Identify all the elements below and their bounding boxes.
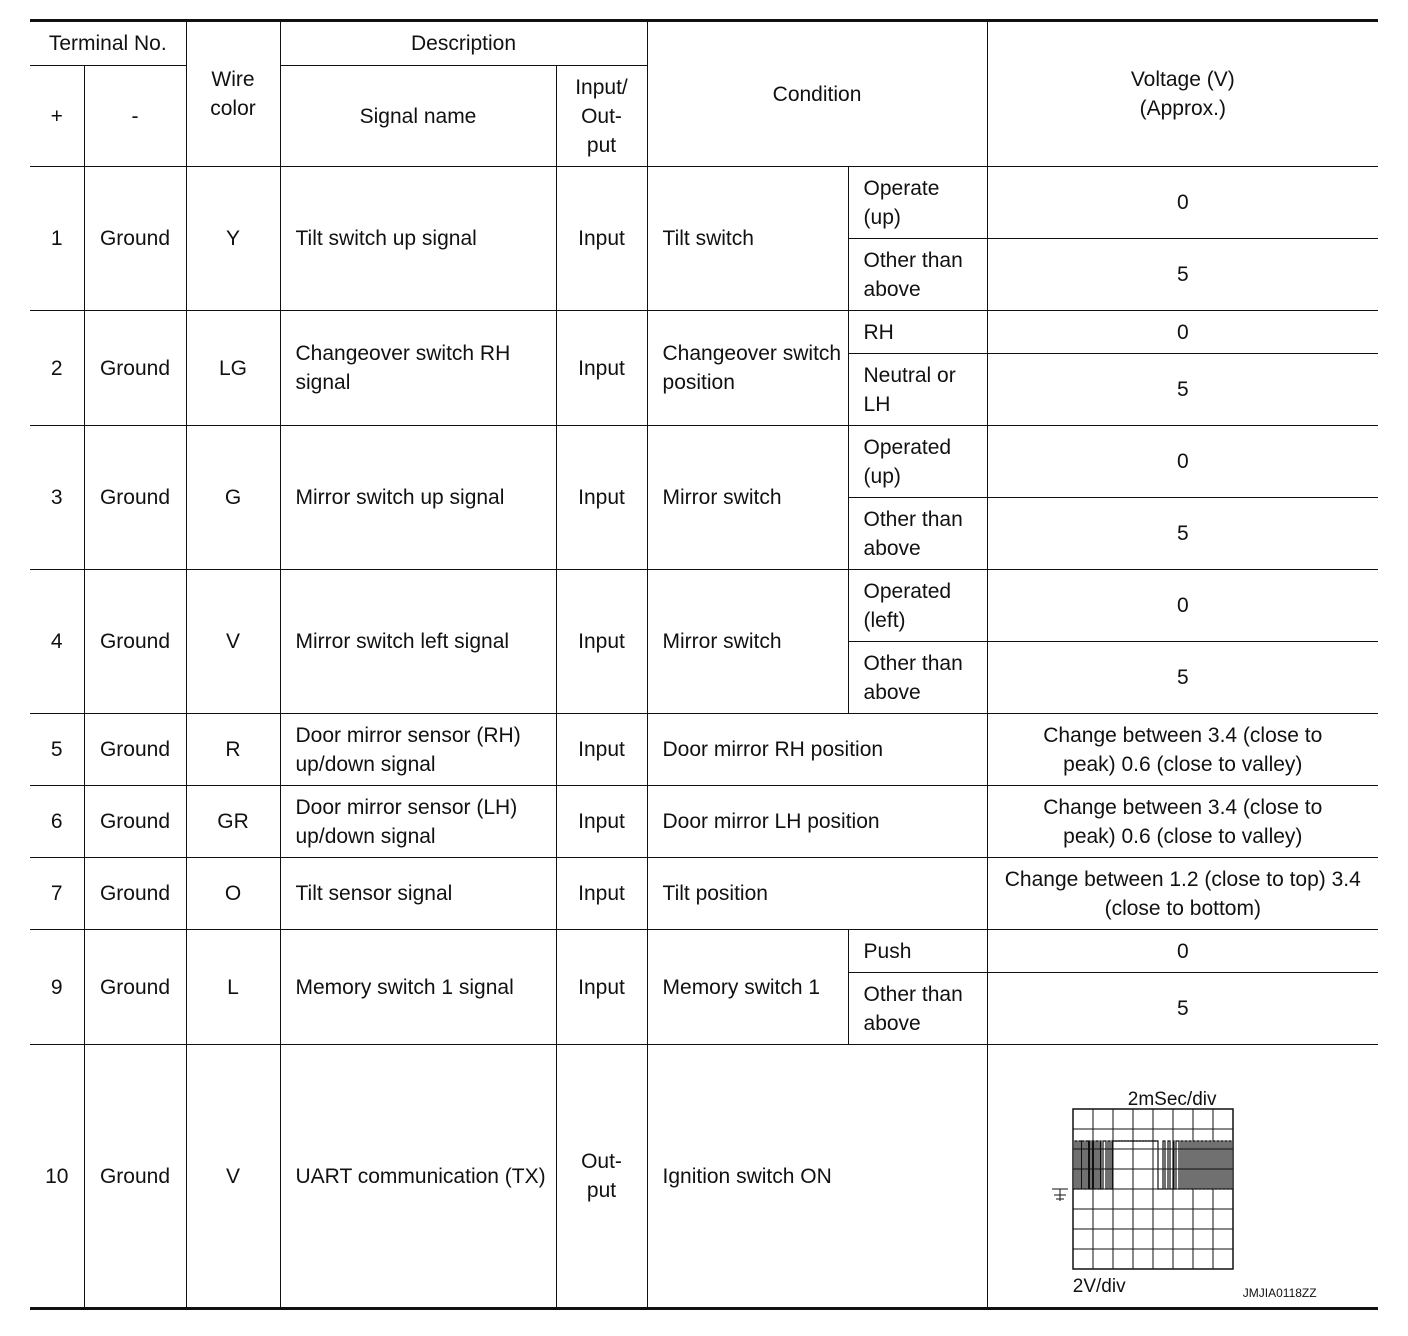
terminal-minus: Ground bbox=[84, 570, 186, 714]
header-description: Description bbox=[280, 22, 647, 66]
terminal-plus: 10 bbox=[30, 1045, 84, 1308]
terminal-minus: Ground bbox=[84, 930, 186, 1045]
table-row bbox=[30, 786, 1378, 858]
voltage-value: 5 bbox=[987, 354, 1378, 426]
terminal-plus: 4 bbox=[30, 570, 84, 714]
condition-state: Operated (up) bbox=[848, 426, 987, 498]
terminal-minus: Ground bbox=[84, 786, 186, 858]
signal-name: Door mirror sensor (LH) up/down signal bbox=[280, 786, 556, 858]
header-input-output-text: Input/ Out- put bbox=[575, 75, 628, 157]
waveform-cell bbox=[987, 1045, 1378, 1308]
condition: Tilt position bbox=[647, 858, 987, 930]
voltage-text: Change between 3.4 (close to peak) 0.6 (close to valley) bbox=[1043, 723, 1323, 776]
voltage-text: Change between 1.2 (close to top) 3.4 (close to bottom) bbox=[1004, 867, 1361, 920]
condition-state: Other than above bbox=[848, 973, 987, 1045]
header-voltage bbox=[987, 22, 1378, 167]
input-output: Input bbox=[556, 426, 647, 570]
terminal-plus: 3 bbox=[30, 426, 84, 570]
wire-color: V bbox=[186, 570, 280, 714]
ground-symbol-icon bbox=[1052, 1189, 1068, 1201]
input-output: Input bbox=[556, 714, 647, 786]
condition-state: Operate (up) bbox=[848, 167, 987, 239]
oscilloscope-waveform bbox=[988, 1045, 1378, 1307]
voltage-value: 0 bbox=[987, 311, 1378, 354]
header-wire-color-text: Wire color bbox=[210, 68, 256, 120]
terminal-minus: Ground bbox=[84, 714, 186, 786]
wire-color: R bbox=[186, 714, 280, 786]
signal-name: Tilt sensor signal bbox=[280, 858, 556, 930]
table-row bbox=[30, 1045, 1378, 1308]
voltage-value bbox=[987, 714, 1378, 786]
terminal-minus: Ground bbox=[84, 426, 186, 570]
voltage-division-label: 2V/div bbox=[1072, 1276, 1126, 1297]
terminal-minus: Ground bbox=[84, 858, 186, 930]
signal-name: Door mirror sensor (RH) up/down signal bbox=[280, 714, 556, 786]
terminal-plus: 9 bbox=[30, 930, 84, 1045]
wire-color: LG bbox=[186, 311, 280, 426]
condition-state: Other than above bbox=[848, 642, 987, 714]
voltage-value bbox=[987, 786, 1378, 858]
voltage-value: 0 bbox=[987, 930, 1378, 973]
terminal-spec-table bbox=[30, 21, 1378, 1308]
voltage-value: 0 bbox=[987, 570, 1378, 642]
table-row bbox=[30, 570, 1378, 642]
voltage-value: 5 bbox=[987, 973, 1378, 1045]
condition-state: RH bbox=[848, 311, 987, 354]
condition-state: Operated (left) bbox=[848, 570, 987, 642]
input-output: Input bbox=[556, 167, 647, 311]
voltage-value: 0 bbox=[987, 426, 1378, 498]
voltage-value: 5 bbox=[987, 498, 1378, 570]
table-row bbox=[30, 858, 1378, 930]
terminal-plus: 6 bbox=[30, 786, 84, 858]
header-input-output bbox=[556, 66, 647, 167]
wire-color: V bbox=[186, 1045, 280, 1308]
signal-name: Changeover switch RH signal bbox=[280, 311, 556, 426]
signal-name: Mirror switch up signal bbox=[280, 426, 556, 570]
header-row-1 bbox=[30, 22, 1378, 66]
input-output-text: Out- put bbox=[581, 1150, 622, 1202]
header-minus: - bbox=[84, 66, 186, 167]
input-output: Input bbox=[556, 786, 647, 858]
signal-name: Tilt switch up signal bbox=[280, 167, 556, 311]
terminal-minus: Ground bbox=[84, 311, 186, 426]
condition: Changeover switch position bbox=[647, 311, 848, 426]
condition: Door mirror LH position bbox=[647, 786, 987, 858]
condition: Ignition switch ON bbox=[647, 1045, 987, 1308]
header-wire-color bbox=[186, 22, 280, 167]
condition: Mirror switch bbox=[647, 570, 848, 714]
voltage-value: 5 bbox=[987, 642, 1378, 714]
condition-state: Other than above bbox=[848, 498, 987, 570]
signal-name: Mirror switch left signal bbox=[280, 570, 556, 714]
condition: Door mirror RH position bbox=[647, 714, 987, 786]
terminal-plus: 5 bbox=[30, 714, 84, 786]
condition: Tilt switch bbox=[647, 167, 848, 311]
wire-color: L bbox=[186, 930, 280, 1045]
table-row bbox=[30, 167, 1378, 239]
signal-name: UART communication (TX) bbox=[280, 1045, 556, 1308]
condition-state: Neutral or LH bbox=[848, 354, 987, 426]
header-condition: Condition bbox=[647, 22, 987, 167]
header-signal-name: Signal name bbox=[280, 66, 556, 167]
input-output: Input bbox=[556, 570, 647, 714]
input-output: Input bbox=[556, 930, 647, 1045]
terminal-minus: Ground bbox=[84, 1045, 186, 1308]
voltage-text: Change between 3.4 (close to peak) 0.6 (close to valley) bbox=[1043, 795, 1323, 848]
voltage-value: 5 bbox=[987, 239, 1378, 311]
table-row bbox=[30, 714, 1378, 786]
input-output: Input bbox=[556, 311, 647, 426]
table-row bbox=[30, 311, 1378, 354]
wire-color: Y bbox=[186, 167, 280, 311]
time-division-label: 2mSec/div bbox=[1127, 1089, 1217, 1110]
condition: Memory switch 1 bbox=[647, 930, 848, 1045]
condition-state: Other than above bbox=[848, 239, 987, 311]
voltage-value bbox=[987, 858, 1378, 930]
terminal-plus: 7 bbox=[30, 858, 84, 930]
condition-state: Push bbox=[848, 930, 987, 973]
input-output: Input bbox=[556, 858, 647, 930]
header-terminal-no: Terminal No. bbox=[30, 22, 186, 66]
input-output bbox=[556, 1045, 647, 1308]
header-voltage-text: Voltage (V) (Approx.) bbox=[1130, 68, 1235, 120]
condition: Mirror switch bbox=[647, 426, 848, 570]
wire-color: GR bbox=[186, 786, 280, 858]
wire-color: G bbox=[186, 426, 280, 570]
terminal-plus: 2 bbox=[30, 311, 84, 426]
table-row bbox=[30, 426, 1378, 498]
terminal-plus: 1 bbox=[30, 167, 84, 311]
figure-code-label: JMJIA0118ZZ bbox=[1242, 1286, 1317, 1300]
table-row bbox=[30, 930, 1378, 973]
bottom-rule bbox=[30, 1307, 1378, 1310]
signal-name: Memory switch 1 signal bbox=[280, 930, 556, 1045]
terminal-minus: Ground bbox=[84, 167, 186, 311]
voltage-value: 0 bbox=[987, 167, 1378, 239]
header-plus: + bbox=[30, 66, 84, 167]
wire-color: O bbox=[186, 858, 280, 930]
